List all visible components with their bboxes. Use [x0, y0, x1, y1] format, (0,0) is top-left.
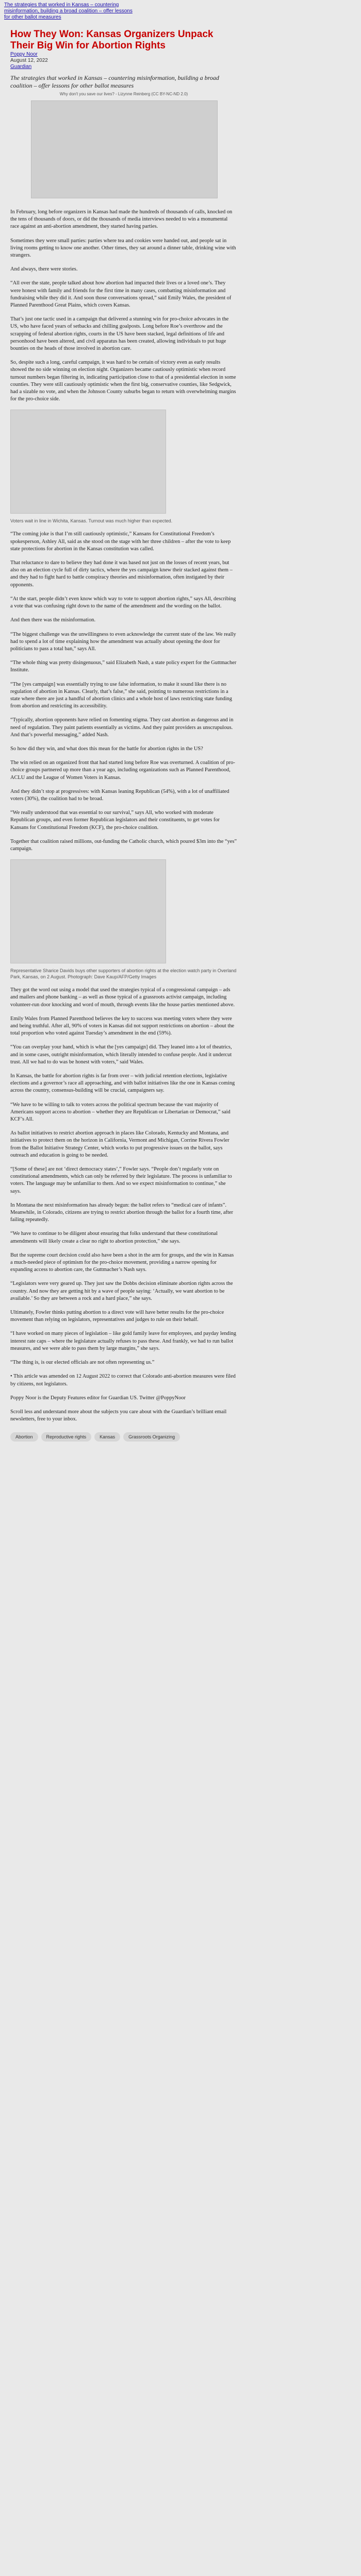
article — [10, 29, 237, 1442]
tag-abortion[interactable]: Abortion — [10, 1432, 38, 1442]
paragraph: “The coming joke is that I’m still cautiously optimistic,” Kansans for Constitutional Freedom’s spokesperson, Ashley All, said as she stood on the stage with her three children – after the vote to keep state protections for abortion in the Kansas constitution was called. — [10, 531, 231, 552]
tag-kansas[interactable]: Kansas — [94, 1432, 120, 1442]
paragraph: “[Some of these] are not ‘direct democracy states’,” Fowler says. “People don’t regularly vote on constitutional amendments, which can only be referred by their legislature. The process is unfamiliar to voters. The language may be unfamiliar to them. And so we expect misinformation to continue,” she says. — [10, 1166, 232, 1194]
image-caption: Voters wait in line in Wichita, Kansas. Turnout was much higher than expected. — [10, 518, 173, 524]
paragraph: “We have to continue to be diligent about ensuring that folks understand that these constitutional amendments will likely create a clear no right to abortion protection,” she says. — [10, 1231, 218, 1244]
source-link[interactable]: Guardian — [10, 64, 32, 70]
correction-note: Poppy Noor is the Deputy Features editor for Guardian US. Twitter @PoppyNoor — [10, 1395, 186, 1401]
paragraph: So how did they win, and what does this mean for the battle for abortion rights in the US? — [10, 745, 203, 752]
paragraph: As ballot initiatives to restrict abortion approach in places like Colorado, Kentucky and Montana, and initiatives to protect them on the horizon in California, Vermont and Michigan, Corrine Rivera Fowler from the Ballot Initiative Strategy Center, which works to put progressive issues on the ballot, says outreach and education is going to be needed. — [10, 1130, 229, 1158]
image-caption: Representative Sharice Davids buys other supporters of abortion rights at the election watch party in Overland Park, Kansas, on 2 August. Photograph: Dave Kaup/AFP/Getty Images — [10, 968, 237, 980]
top-summary-link[interactable]: The strategies that worked in Kansas – countering misinformation, building a broad coalition – offer lessons for other ballot measures — [4, 2, 133, 20]
headline: How They Won: Kansas Organizers Unpack Their Big Win for Abortion Rights — [10, 29, 214, 51]
paragraph: “I have worked on many pieces of legislation – like gold family leave for employees, and payday lending interest rate caps – where the legislature actually refuses to pass these. And frankly, we had to run ballot measures, and we were able to pass them by large margins,” she says. — [10, 1331, 236, 1351]
paragraph: And always, there were stories. — [10, 266, 78, 273]
paragraph: “The biggest challenge was the unwillingness to even acknowledge the current state of the law. We really had to spend a lot of time explaining how the amendment was actually about opening the door for politicians to pass a total ban,” says All. — [10, 631, 236, 652]
paragraph: In February, long before organizers in Kansas had made the hundreds of thousands of calls, knocked on the tens of thousands of doors, or did the thousands of media interviews needed to win a monumental race against an anti-abortion amendment, they started having parties. — [10, 209, 233, 230]
paragraph: And then there was the misinformation. — [10, 617, 96, 623]
paragraph: “Legislators were very geared up. They just saw the Dobbs decision eliminate abortion rights across the country. And now they are getting hit by a wave of people saying: ‘Actually, we want abortion to be available.’ So they are between a rock and a hard place,” she says. — [10, 1281, 233, 1301]
paragraph: Sometimes they were small parties: parties where tea and cookies were handed out, and people sat in living rooms getting to know one another. Other times, they sat around a dinner table, drinking wine with strangers. — [10, 238, 236, 259]
paragraph: • This article was amended on 12 August 2022 to correct that Colorado anti-abortion measures were filed by citizens, not legislators. — [10, 1374, 236, 1387]
hero-image — [31, 100, 218, 198]
paragraph: Emily Wales from Planned Parenthood believes the key to success was meeting voters where they were and being truthful. After all, 90% of voters in Kansas did not support restrictions on abortion – about the total proportion who voted against Tuesday’s amendment in the end (59%). — [10, 1015, 235, 1037]
paragraph: In Kansas, the battle for abortion rights is far from over – with judicial retention elections, legislative elections and a governor’s race all approaching, and with ballot initiatives like the one in Kansas coming across the country, consensus-building will be crucial, campaigners say. — [10, 1073, 235, 1094]
paragraph: “You can overplay your hand, which is what the [yes campaign] did. They leaned into a lot of theatrics, and in some cases, outright misinformation, which literally intended to confuse people. And it undercut trust. All we had to do was be honest with voters,” said Wales. — [10, 1044, 232, 1065]
paragraph: Together that coalition raised millions, out-funding the Catholic church, which poured $3m into the “yes” campaign. — [10, 838, 237, 852]
paragraph: Ultimately, Fowler thinks putting abortion to a direct vote will have better results for the pro-choice movement than relying on legislators, representatives and judges to rule on their behalf. — [10, 1310, 224, 1323]
paragraph: The win relied on an organized front that had started long before Roe was overturned. A coalition of pro-choice groups partnered up more than a year ago, including organizations such as Planned Parenthood, ACLU and the League of Women Voters in Kansas. — [10, 760, 235, 781]
tag-reproductive-rights[interactable]: Reproductive rights — [41, 1432, 92, 1442]
paragraph: “All over the state, people talked about how abortion had impacted their lives or a loved one’s. They were honest with family and friends for the first time in many cases, combatting misinformation and fundraising while they did it. And soon those conversations spread,” said Emily Wales, the president of Planned Parenthood Great Plains, which covers Kansas. — [10, 280, 232, 309]
paragraph: They got the word out using a model that used the strategies typical of a congressional campaign – ads and mailers and phone banking – as well as those typical of a grassroots activist campaign, including volunteer-run door knocking and word of mouth, through events like the house parties mentioned above. — [10, 987, 235, 1008]
paragraph: “The [yes campaign] was essentially trying to use false information, to make it sound like there is no regulation of abortion in Kansas. Clearly, that’s false,” she said, pointing to numerous restrictions in a state where there are just a handful of abortion clinics and a whole host of laws restricting state funding from abortion and restricting its accessibility. — [10, 681, 232, 709]
paragraph: And they didn’t stop at progressives: with Kansas leaning Republican (54%), with a lot of unaffiliated voters (30%), the coalition had to be broad. — [10, 788, 229, 802]
tag-list — [10, 1432, 237, 1442]
article-body — [10, 209, 237, 1423]
tag-grassroots-organizing[interactable]: Grassroots Organizing — [123, 1432, 180, 1442]
article-image — [10, 410, 166, 514]
paragraph: But the supreme court decision could also have been a shot in the arm for groups, and the win in Kansas a much-needed piece of optimism for the pro-choice movement, providing a narrow opening for expanding access to abortion care, the Guttmacher’s Nash says. — [10, 1252, 234, 1273]
author-link[interactable]: Poppy Noor — [10, 52, 38, 57]
paragraph: “We have to be willing to talk to voters across the political spectrum because the vast majority of Americans support access to abortion – whether they are Republican or Libertarian or Democrat,” said KCF’s All. — [10, 1101, 231, 1123]
paragraph: “At the start, people didn’t even know which way to vote to support abortion rights,” says All, describing a vote that was confusing right down to the name of the amendment and the wording on the ballot. — [10, 596, 236, 609]
standfirst: The strategies that worked in Kansas – countering misinformation, building a broad coalition – offer lessons for other ballot measures — [10, 74, 219, 89]
paragraph: “The whole thing was pretty disingenuous,” said Elizabeth Nash, a state policy expert for the Guttmacher Institute. — [10, 660, 237, 673]
paragraph: In Montana the next misinformation has already begun: the ballot refers to “medical care of infants”. Meanwhile, in Colorado, citizens are trying to restrict abortion through the ballot for a fourth time, after failing repeatedly. — [10, 1202, 233, 1223]
paragraph: “We really understood that was essential to our survival,” says All, who worked with moderate Republican groups, and even former Republican legislators and their constituents, to get votes for Kansans for Constitutional Freedom (KCF), the pro-choice coalition. — [10, 810, 220, 831]
paragraph: So, despite such a long, careful campaign, it was hard to be certain of victory even as early results showed the no side winning on election night. Organizers became cautiously optimistic when record turnout numbers began filtering in, indicating participation close to that of a presidential election in some counties. They were still cautiously optimistic when the first big, conservative counties, like Sedgwick, had a sizable no vote, and when the Johnson County suburbs began to return with overwhelming margins for the pro-choice side. — [10, 360, 236, 402]
paragraph: That’s just one tactic used in a campaign that delivered a stunning win for pro-choice advocates in the US, who have faced years of setbacks and chilling goalposts. Long before Roe’s overthrow and the scrapping of federal abortion rights, courts in the US have been stacked, legal definitions of life and personhood have been altered, and civil apparatus has been created, allowing individuals to put huge bounties on the heads of those involved in abortion care. — [10, 316, 229, 352]
article-image — [10, 859, 166, 963]
date: August 12, 2022 — [10, 58, 48, 63]
paragraph: That reluctance to dare to believe they had done it was based not just on the losses of recent years, but also on an election cycle full of dirty tactics, where the yes campaign knew their stacked against them – and they had to fight hard to battle conspiracy theories and misinformation, often instigated by their opponents. — [10, 560, 233, 588]
author-bio: Scroll less and understand more about the subjects you care about with the Guardian’s brilliant email newsletters, free to your inbox. — [10, 1409, 227, 1422]
paragraph: “The thing is, is our elected officials are not often representing us.” — [10, 1360, 155, 1366]
paragraph: “Typically, abortion opponents have relied on fomenting stigma. They cast abortion as dangerous and in need of regulation. They paint patients essentially as victims. And they paint providers as unscrupulous. And that’s powerful messaging,” added Nash. — [10, 717, 234, 738]
hero-caption: Why don't you save our lives? - Lizynne Reinberg (CC BY-NC-ND 2.0) — [59, 92, 188, 96]
